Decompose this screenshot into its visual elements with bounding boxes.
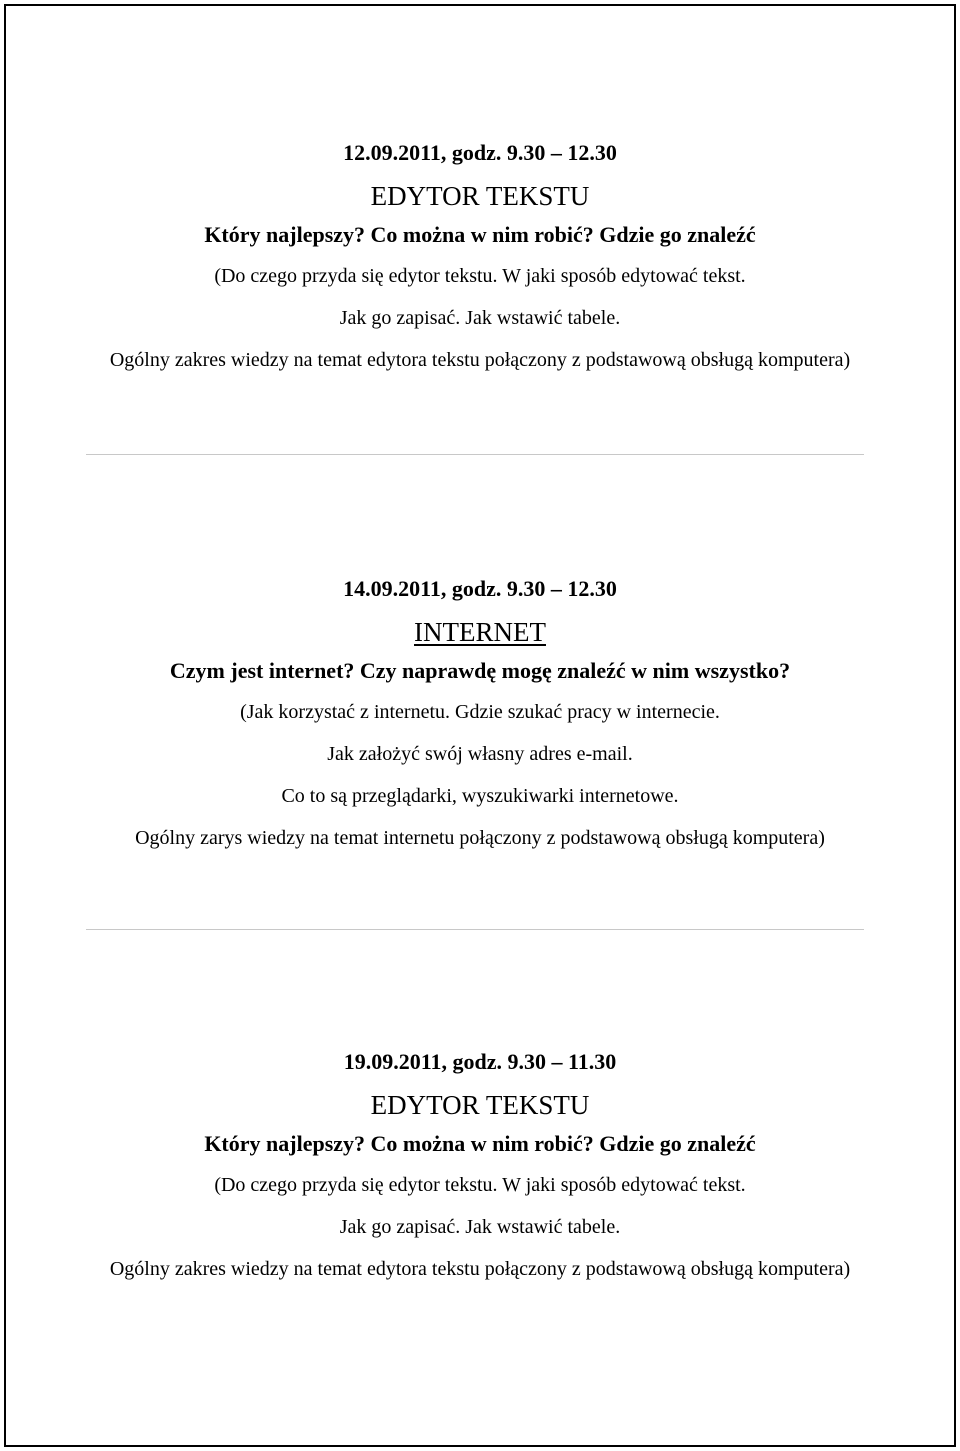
session-subtitle: Który najlepszy? Co można w nim robić? Gdzie go znaleźć [204, 222, 756, 247]
session-line: Ogólny zakres wiedzy na temat edytora tekstu połączony z podstawową obsługą komputera) [109, 349, 851, 371]
session-subtitle: Czym jest internet? Czy naprawdę mogę znaleźć w nim wszystko? [169, 658, 791, 683]
session-title: INTERNET [414, 617, 546, 647]
session-line: Ogólny zakres wiedzy na temat edytora tekstu połączony z podstawową obsługą komputera) [109, 1258, 851, 1280]
session-line: Jak go zapisać. Jak wstawić tabele. [339, 307, 621, 329]
session-date: 19.09.2011, godz. 9.30 – 11.30 [343, 1049, 617, 1074]
session-subtitle: Który najlepszy? Co można w nim robić? Gdzie go znaleźć [204, 1131, 756, 1156]
session-3 [0, 1049, 960, 1299]
session-1 [0, 140, 960, 390]
session-line: Jak założyć swój własny adres e-mail. [327, 743, 633, 765]
session-title: EDYTOR TEKSTU [370, 181, 590, 211]
session-line: (Jak korzystać z internetu. Gdzie szukać pracy w internecie. [240, 701, 720, 723]
session-2 [0, 576, 960, 868]
section-divider [86, 454, 864, 455]
session-date: 12.09.2011, godz. 9.30 – 12.30 [343, 140, 617, 165]
session-line: Ogólny zarys wiedzy na temat internetu połączony z podstawową obsługą komputera) [135, 827, 825, 849]
section-divider [86, 929, 864, 930]
session-line: (Do czego przyda się edytor tekstu. W jaki sposób edytować tekst. [214, 1174, 746, 1196]
session-title: EDYTOR TEKSTU [370, 1090, 590, 1120]
session-date: 14.09.2011, godz. 9.30 – 12.30 [343, 576, 617, 601]
session-line: Co to są przeglądarki, wyszukiwarki internetowe. [281, 785, 679, 807]
session-line: Jak go zapisać. Jak wstawić tabele. [339, 1216, 621, 1238]
session-line: (Do czego przyda się edytor tekstu. W jaki sposób edytować tekst. [214, 265, 746, 287]
